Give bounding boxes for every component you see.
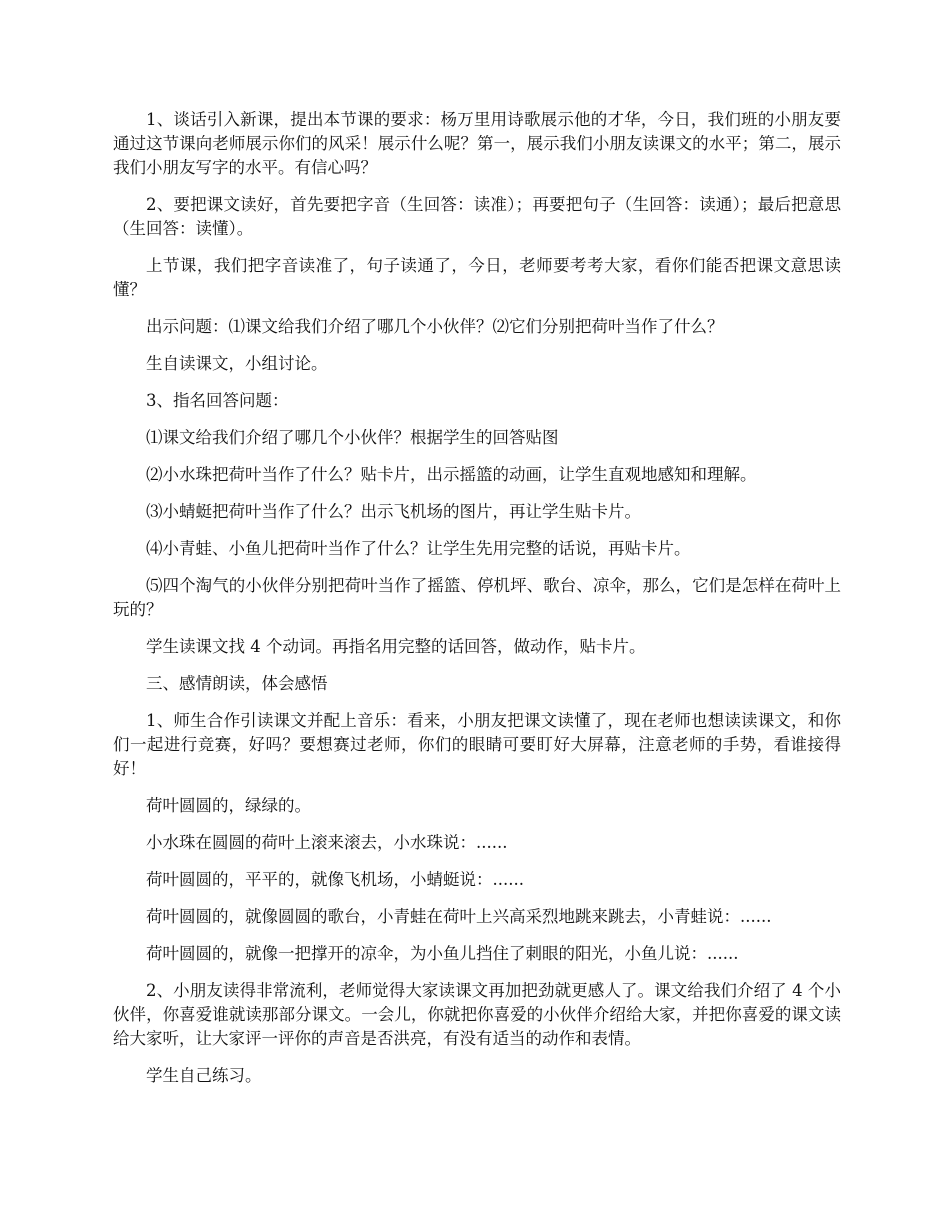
paragraph: ⑶小蜻蜓把荷叶当作了什么？出示飞机场的图片，再让学生贴卡片。 [146,502,641,521]
paragraph: 学生读课文找 4 个动词。再指名用完整的话回答，做动作，贴卡片。 [146,637,646,656]
paragraph: 1、师生合作引读课文并配上音乐：看来，小朋友把课文读懂了，现在老师也想读读课文，和你们一起进行竞赛，好吗？要想赛过老师，你们的眼睛可要盯好大屏幕，注意老师的手势，看谁接得好！ [113,711,841,778]
paragraph: 上节课，我们把字音读准了，句子读通了，今日，老师要考考大家，看你们能否把课文意思读懂？ [113,256,841,299]
document-body [113,108,841,1101]
paragraph: 小水珠在圆圆的荷叶上滚来滚去，小水珠说：...... [146,833,508,852]
paragraph: 荷叶圆圆的，就像一把撑开的凉伞，为小鱼儿挡住了刺眼的阳光，小鱼儿说：...... [146,944,739,963]
paragraph: ⑸四个淘气的小伙伴分别把荷叶当作了摇篮、停机坪、歌台、凉伞，那么，它们是怎样在荷叶上玩的？ [113,576,841,619]
paragraph: 1、谈话引入新课，提出本节课的要求：杨万里用诗歌展示他的才华，今日，我们班的小朋友要通过这节课向老师展示你们的风采！展示什么呢？第一，展示我们小朋友读课文的水平；第二，展示我们小朋友写字的水平。有信心吗？ [113,110,841,177]
paragraph: ⑴课文给我们介绍了哪几个小伙伴？根据学生的回答贴图 [146,428,559,447]
paragraph: 生自读课文，小组讨论。 [146,354,328,373]
paragraph: 2、要把课文读好，首先要把字音（生回答：读准）；再要把句子（生回答：读通）；最后把意思（生回答：读懂）。 [113,195,841,238]
paragraph: 3、指名回答问题： [146,391,289,410]
paragraph: ⑷小青蛙、小鱼儿把荷叶当作了什么？让学生先用完整的话说，再贴卡片。 [146,539,691,558]
paragraph: 出示问题：⑴课文给我们介绍了哪几个小伙伴？⑵它们分别把荷叶当作了什么？ [146,317,724,336]
paragraph: ⑵小水珠把荷叶当作了什么？贴卡片，出示摇篮的动画，让学生直观地感知和理解。 [146,465,757,484]
paragraph: 学生自己练习。 [146,1066,262,1085]
paragraph: 荷叶圆圆的，就像圆圆的歌台，小青蛙在荷叶上兴高采烈地跳来跳去，小青蛙说：...... [146,907,772,926]
paragraph: 2、小朋友读得非常流利，老师觉得大家读课文再加把劲就更感人了。课文给我们介绍了 4 个小伙伴，你喜爱谁就读那部分课文。一会儿，你就把你喜爱的小伙伴介绍给大家，并把你喜爱的课文读给大家听，让大家评一评你的声音是否洪亮，有没有适当的动作和表情。 [113,981,841,1048]
paragraph: 荷叶圆圆的，平平的，就像飞机场，小蜻蜓说：...... [146,870,524,889]
paragraph: 荷叶圆圆的，绿绿的。 [146,796,311,815]
section-heading: 三、感情朗读，体会感悟 [146,674,328,693]
